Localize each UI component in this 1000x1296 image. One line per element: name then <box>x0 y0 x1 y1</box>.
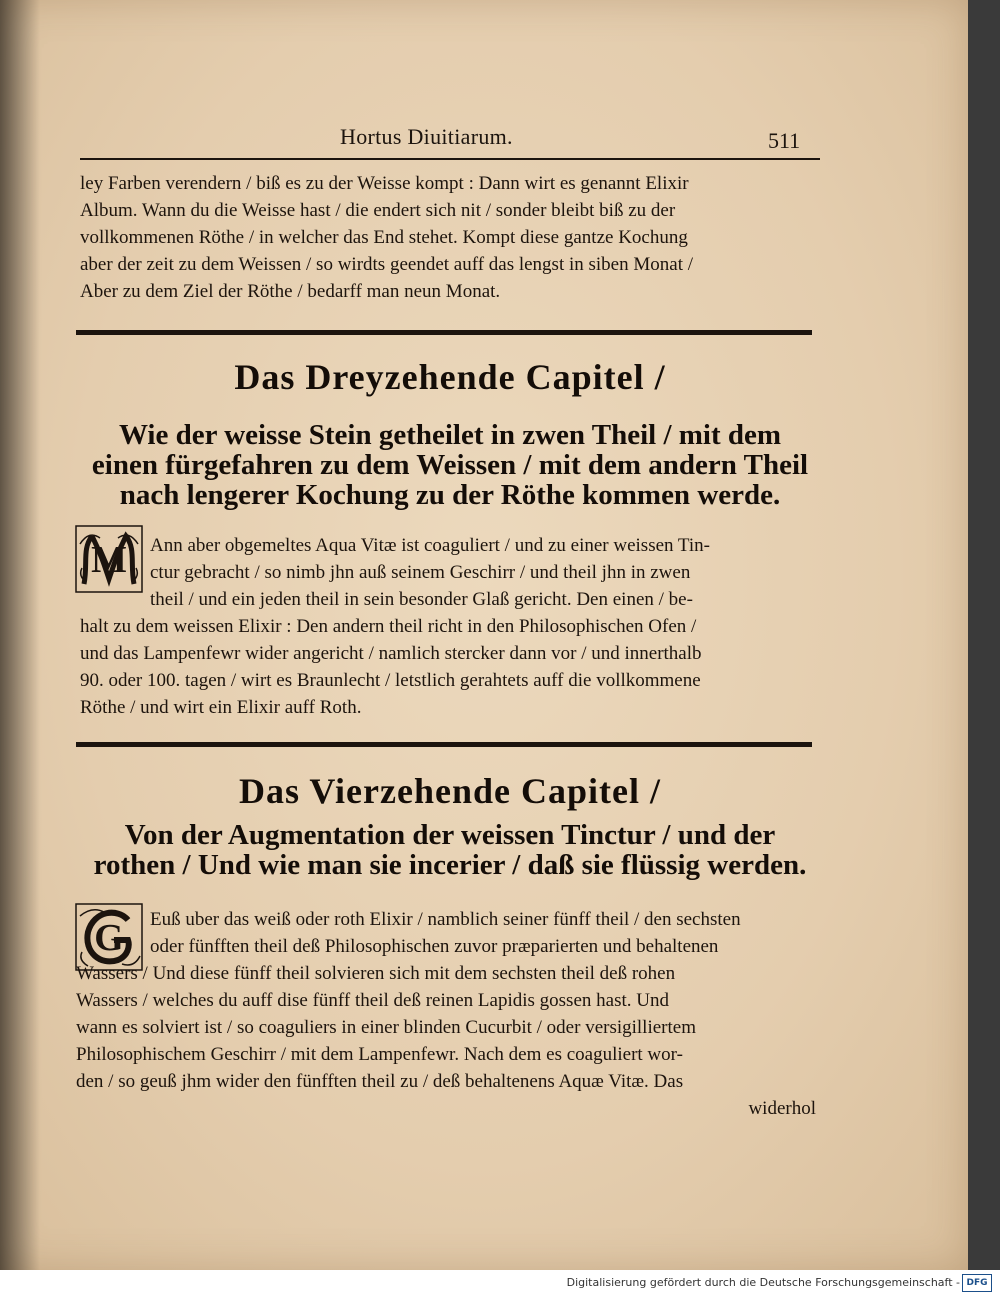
top-paragraph <box>80 170 818 305</box>
chapter13-subtitle <box>80 420 820 510</box>
text-line: 90. oder 100. tagen / wirt es Braunlecht / letstlich gerahtets auff die vollkommene <box>80 670 701 691</box>
text-line: den / so geuß jhm wider den fünfften theil zu / deß behaltenens Aquæ Vitæ. Das <box>76 1071 684 1092</box>
page-gutter-shadow <box>0 0 40 1270</box>
text-line: Wassers / welches du auff dise fünff theil deß reinen Lapidis gossen hast. Und <box>76 990 669 1011</box>
text-line: Ann aber obgemeltes Aqua Vitæ ist coaguliert / und zu einer weissen Tin- <box>150 535 710 556</box>
section-rule <box>76 330 812 335</box>
svg-text:M: M <box>91 539 127 581</box>
text-line: und das Lampenfewr wider angericht / namlich stercker dann vor / und innerthalb <box>80 643 702 664</box>
text-line: Wassers / Und diese fünff theil solvieren sich mit dem sechsten theil deß rohen <box>76 963 676 984</box>
text-line: Philosophischem Geschirr / mit dem Lampenfewr. Nach dem es coaguliert wor- <box>76 1044 683 1065</box>
chapter14-text-indented <box>150 906 816 960</box>
ornament-initial-icon <box>74 524 144 594</box>
decorated-initial-m <box>74 524 144 594</box>
chapter14-title: Das Vierzehende Capitel / <box>239 771 661 811</box>
text-line: halt zu dem weissen Elixir : Den andern theil richt in den Philosophischen Ofen / <box>80 616 697 637</box>
chapter13-text-indented <box>150 532 816 613</box>
scan-background <box>968 0 1000 1270</box>
svg-text:G: G <box>94 917 124 959</box>
subtitle-line: rothen / Und wie man sie incerier / daß sie flüssig werden. <box>93 850 807 880</box>
text-line: vollkommenen Röthe / in welcher das End stehet. Kompt diese gantze Kochung <box>80 227 688 248</box>
section-rule <box>76 742 812 747</box>
subtitle-line: nach lengerer Kochung zu der Röthe kommen werde. <box>119 480 781 510</box>
chapter14-subtitle <box>80 820 820 880</box>
text-line: Röthe / und wirt ein Elixir auff Roth. <box>80 697 362 718</box>
chapter13-title: Das Dreyzehende Capitel / <box>234 357 666 397</box>
text-line: Aber zu dem Ziel der Röthe / bedarff man neun Monat. <box>80 281 501 302</box>
text-line: Album. Wann du die Weisse hast / die endert sich nit / sonder bleibt biß zu der <box>80 200 676 221</box>
text-line: oder fünfften theil deß Philosophischen zuvor præparierten und behaltenen <box>150 936 719 957</box>
chapter13-text <box>80 613 816 721</box>
text-line: ley Farben verendern / biß es zu der Weisse kompt : Dann wirt es genannt Elixir <box>80 173 689 194</box>
subtitle-line: einen fürgefahren zu dem Weissen / mit dem andern Theil <box>91 450 809 480</box>
subtitle-line: Von der Augmentation der weissen Tinctur / und der <box>124 820 776 850</box>
text-line: wann es solviert ist / so coaguliers in einer blinden Cucurbit / oder versigilliertem <box>76 1017 696 1038</box>
dfg-logo: DFG <box>962 1274 992 1292</box>
funding-credit: Digitalisierung gefördert durch die Deutsche Forschungsgemeinschaft - <box>566 1276 960 1289</box>
chapter14-text <box>76 960 816 1095</box>
text-line: Euß uber das weiß oder roth Elixir / namblich seiner fünff theil / den sechsten <box>150 909 741 930</box>
catchword: widerhol <box>748 1098 816 1119</box>
text-line: ctur gebracht / so nimb jhn auß seinem Geschirr / und theil jhn in zwen <box>150 562 691 583</box>
text-line: theil / und ein jeden theil in sein besonder Glaß gericht. Den einen / be- <box>150 589 693 610</box>
subtitle-line: Wie der weisse Stein getheilet in zwen Theil / mit dem <box>118 420 782 450</box>
header-rule <box>80 158 820 160</box>
text-line: aber der zeit zu dem Weissen / so wirdts geendet auff das lengst in siben Monat / <box>80 254 694 275</box>
running-title: Hortus Diuitiarum. <box>340 124 513 149</box>
page-number: 511 <box>768 128 801 153</box>
